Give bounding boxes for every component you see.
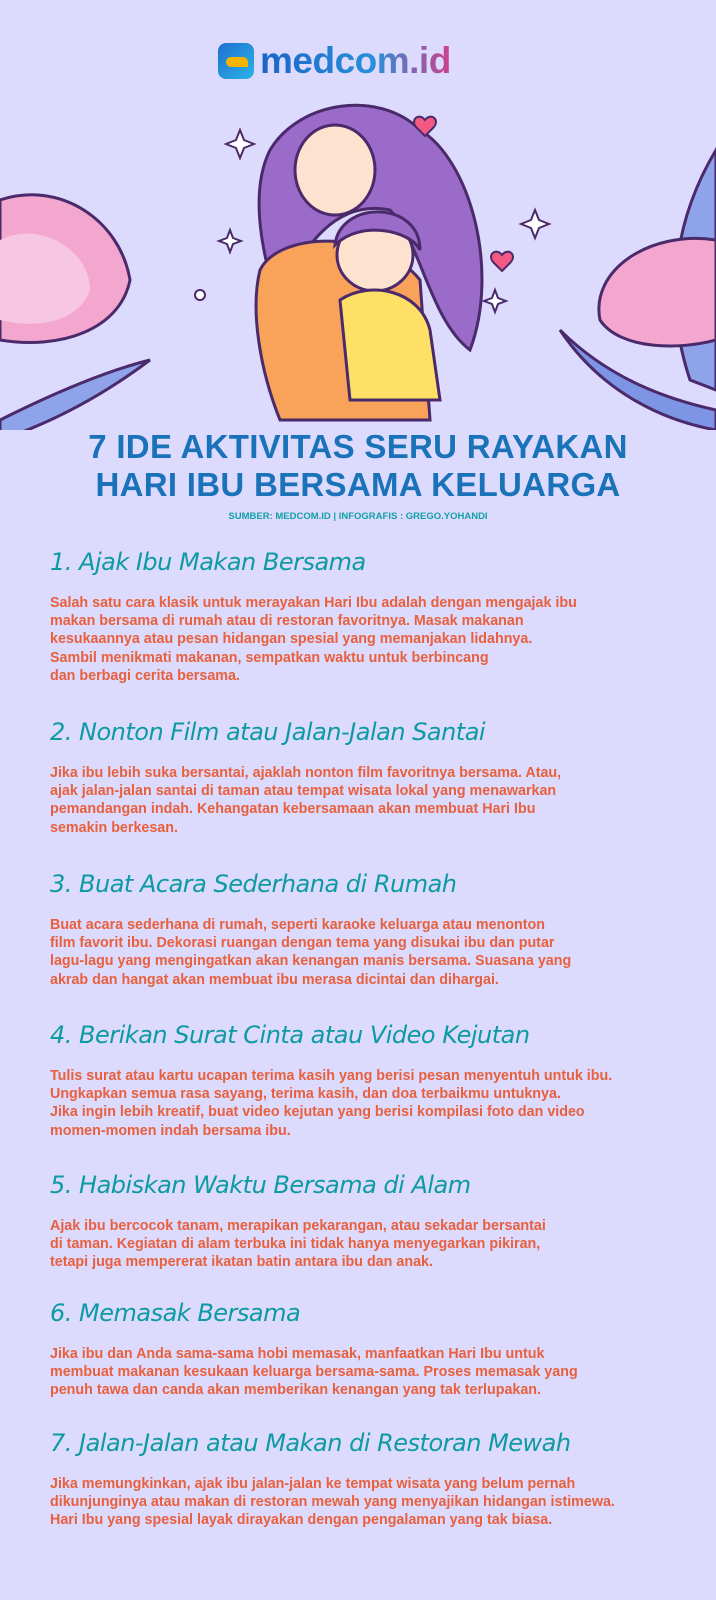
line: Buat acara sederhana di rumah, seperti karaoke keluarga atau menonton <box>50 917 546 933</box>
mother-daughter-illustration <box>0 90 716 430</box>
logo-text: medcom.id <box>260 40 451 81</box>
section-6 <box>50 1299 710 1400</box>
line: lagu-lagu yang mengingatkan akan kenangan manis bersama. Suasana yang <box>50 953 572 970</box>
section-heading: 3. Buat Acara Sederhana di Rumah <box>50 870 457 898</box>
section-paragraph <box>50 764 710 837</box>
title-line: 7 IDE AKTIVITAS SERU RAYAKAN <box>88 428 628 465</box>
line: membuat makanan kesukaan keluarga bersama-sama. Proses memasak yang <box>50 1364 578 1381</box>
line: Tulis surat atau kartu ucapan terima kasih yang berisi pesan menyentuh untuk ibu. <box>50 1068 613 1084</box>
line: Sambil menikmati makanan, sempatkan waktu untuk berbincang <box>50 649 489 666</box>
line: penuh tawa dan canda akan memberikan kenangan yang tak terlupakan. <box>50 1382 542 1399</box>
section-heading: 7. Jalan-Jalan atau Makan di Restoran Mewah <box>50 1429 571 1457</box>
line: momen-momen indah bersama ibu. <box>50 1122 291 1139</box>
section-heading: 1. Ajak Ibu Makan Bersama <box>50 548 366 576</box>
section-7 <box>50 1429 710 1530</box>
section-heading: 5. Habiskan Waktu Bersama di Alam <box>50 1171 471 1199</box>
line: di taman. Kegiatan di alam terbuka ini tidak hanya menyegarkan pikiran, <box>50 1236 541 1253</box>
section-heading: 4. Berikan Surat Cinta atau Video Kejutan <box>50 1021 530 1049</box>
line: dan berbagi cerita bersama. <box>50 667 240 684</box>
line: Ajak ibu bercocok tanam, merapikan pekarangan, atau sekadar bersantai <box>50 1218 546 1234</box>
line: akrab dan hangat akan membuat ibu merasa dicintai dan dihargai. <box>50 971 499 988</box>
section-2 <box>50 718 710 837</box>
line: makan bersama di rumah atau di restoran favoritnya. Masak makanan <box>50 613 524 630</box>
line: Jika memungkinkan, ajak ibu jalan-jalan ke tempat wisata yang belum pernah <box>50 1476 576 1492</box>
line: Jika ibu dan Anda sama-sama hobi memasak, manfaatkan Hari Ibu untuk <box>50 1346 545 1362</box>
line: pemandangan indah. Kehangatan kebersamaan akan membuat Hari Ibu <box>50 801 536 818</box>
section-4 <box>50 1021 710 1140</box>
line: Jika ingin lebih kreatif, buat video kejutan yang berisi kompilasi foto dan video <box>50 1104 585 1121</box>
section-paragraph <box>50 1067 710 1140</box>
line: ajak jalan-jalan santai di taman atau tempat wisata lokal yang menawarkan <box>50 783 557 800</box>
section-3 <box>50 870 710 989</box>
medcom-logo <box>218 40 451 82</box>
page-title <box>0 428 716 504</box>
source-credit: SUMBER: MEDCOM.ID | INFOGRAFIS : GREGO.YOHANDI <box>228 511 488 522</box>
section-paragraph <box>50 916 710 989</box>
line: film favorit ibu. Dekorasi ruangan dengan tema yang disukai ibu dan putar <box>50 935 555 952</box>
line: semakin berkesan. <box>50 819 178 836</box>
section-heading: 2. Nonton Film atau Jalan-Jalan Santai <box>50 718 486 746</box>
line: Ungkapkan semua rasa sayang, terima kasih, dan doa terbaikmu untuknya. <box>50 1086 561 1103</box>
line: kesukaannya atau pesan hidangan spesial yang memanjakan lidahnya. <box>50 631 533 648</box>
section-paragraph <box>50 1475 710 1530</box>
left-flower-icon <box>0 195 150 430</box>
section-1 <box>50 548 710 685</box>
line: Jika ibu lebih suka bersantai, ajaklah nonton film favoritnya bersama. Atau, <box>50 765 562 781</box>
medcom-logo-icon <box>218 43 254 79</box>
section-paragraph <box>50 1345 710 1400</box>
line: dikunjunginya atau makan di restoran mewah yang menyajikan hidangan istimewa. <box>50 1494 615 1511</box>
line: tetapi juga mempererat ikatan batin antara ibu dan anak. <box>50 1254 433 1271</box>
section-heading: 6. Memasak Bersama <box>50 1299 301 1327</box>
section-paragraph <box>50 594 710 685</box>
title-line: HARI IBU BERSAMA KELUARGA <box>95 466 621 503</box>
section-5 <box>50 1171 710 1272</box>
section-paragraph <box>50 1217 710 1272</box>
line: Hari Ibu yang spesial layak dirayakan dengan pengalaman yang tak biasa. <box>50 1512 553 1529</box>
right-flower-icon <box>560 150 716 430</box>
line: Salah satu cara klasik untuk merayakan Hari Ibu adalah dengan mengajak ibu <box>50 595 577 611</box>
